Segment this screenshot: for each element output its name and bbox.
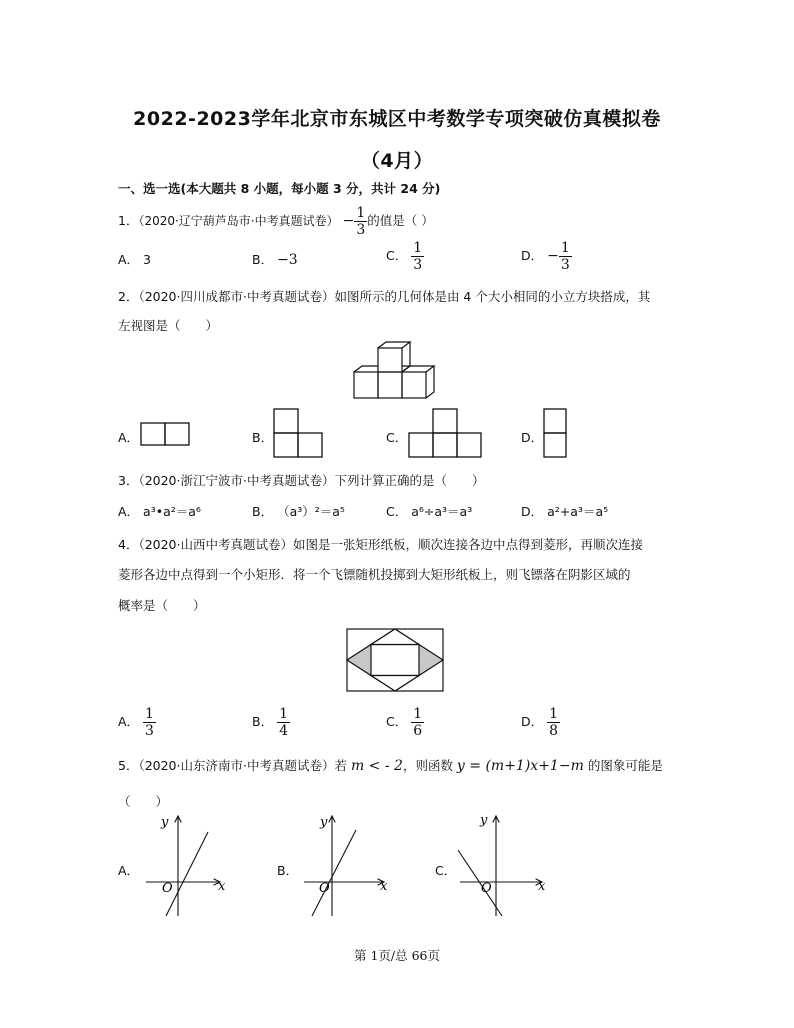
q2-option-c-label[interactable]: C．	[386, 430, 408, 445]
question-1	[118, 205, 434, 238]
q3-option-c[interactable]: C． a⁶÷a³＝a³	[386, 504, 473, 519]
section-header: 一、选一选(本大题共 8 小题，每小题 3 分，共计 24 分)	[118, 181, 441, 196]
q5-b-x-label: x	[380, 879, 388, 894]
q2-option-a-figure[interactable]	[140, 422, 192, 448]
q4-option-b[interactable]: B． $\frac{1}{4}$	[252, 706, 288, 739]
q5-condition: m < - 2	[350, 758, 403, 774]
q1-option-c[interactable]: C． $\frac{1}{3}$	[386, 240, 423, 273]
question-5: 5．（2020·山东济南市·中考真题试卷）若 m < - 2，则函数 y = (m+1)x+1−m 的图象可能是	[118, 758, 663, 774]
q2-option-d-label[interactable]: D．	[521, 430, 544, 445]
q2-option-b-figure[interactable]	[273, 408, 327, 460]
q4-option-d[interactable]: D． $\frac{1}{8}$	[521, 706, 559, 739]
q5-a-x-label: x	[218, 879, 226, 894]
question-2-line2: 左视图是（ ）	[118, 318, 219, 333]
q5-c-x-label: x	[538, 879, 546, 894]
q1-source: （2020·辽宁葫芦岛市·中考真题试卷）	[138, 214, 339, 228]
q1-number: 1．	[118, 213, 139, 228]
q1-option-a[interactable]: A． 3	[118, 252, 151, 267]
q2-cube-figure	[350, 340, 442, 402]
q5-c-origin: O	[481, 881, 492, 896]
q5-b-origin: O	[319, 881, 330, 896]
question-5-paren: （ ）	[118, 794, 169, 809]
q5-option-a-graph[interactable]	[138, 812, 238, 920]
q5-function: y = (m+1)x+1−m	[456, 758, 584, 774]
q2-option-a-label[interactable]: A．	[118, 430, 140, 445]
question-2-line1: 2．（2020·四川成都市·中考真题试卷）如图所示的几何体是由 4 个大小相同的小立方块搭成，其	[118, 289, 651, 304]
q5-c-y-label: y	[480, 813, 488, 828]
q5-option-b-label[interactable]: B．	[277, 863, 299, 878]
q2-option-b-label[interactable]: B．	[252, 430, 274, 445]
q4-option-a[interactable]: A． $\frac{1}{3}$	[118, 706, 154, 739]
q5-option-a-label[interactable]: A．	[118, 863, 140, 878]
q3-option-a[interactable]: A． a³•a²＝a⁶	[118, 504, 201, 519]
q1-tail: 的值是（ ）	[367, 213, 434, 228]
q5-b-y-label: y	[320, 815, 328, 830]
q3-option-b[interactable]: B． （a³）²＝a⁵	[252, 504, 345, 519]
document-title: 2022-2023学年北京市东城区中考数学专项突破仿真模拟卷	[133, 108, 661, 130]
q5-a-y-label: y	[161, 815, 169, 830]
q3-option-d[interactable]: D． a²+a³＝a⁵	[521, 504, 609, 519]
question-4-line3: 概率是（ ）	[118, 598, 206, 613]
page-footer: 第 1页/总 66页	[353, 948, 441, 963]
q1-option-b[interactable]: B． −3	[252, 252, 298, 268]
q4-rectangle-figure	[346, 628, 446, 694]
question-3: 3．（2020·浙江宁波市·中考真题试卷）下列计算正确的是（ ）	[118, 473, 485, 488]
q5-option-c-label[interactable]: C．	[435, 863, 457, 878]
q2-option-c-figure[interactable]	[408, 408, 486, 460]
q1-sign: −	[342, 213, 355, 229]
document-subtitle: （4月）	[360, 150, 434, 172]
q1-fraction: $\frac{1}{3}$	[356, 205, 366, 238]
q5-option-b-graph[interactable]	[296, 812, 396, 920]
q5-option-c-graph[interactable]	[452, 812, 552, 920]
question-4-line1: 4．（2020·山西中考真题试卷）如图是一张矩形纸板，顺次连接各边中点得到菱形，再顺次连接	[118, 537, 643, 552]
q5-a-origin: O	[162, 881, 173, 896]
q2-option-d-figure[interactable]	[543, 408, 571, 460]
q1-option-d[interactable]: D． − $\frac{1}{3}$	[521, 240, 570, 273]
question-4-line2: 菱形各边中点得到一个小矩形．将一个飞镖随机投掷到大矩形纸板上，则飞镖落在阴影区域的	[118, 567, 631, 582]
q4-option-c[interactable]: C． $\frac{1}{6}$	[386, 706, 423, 739]
